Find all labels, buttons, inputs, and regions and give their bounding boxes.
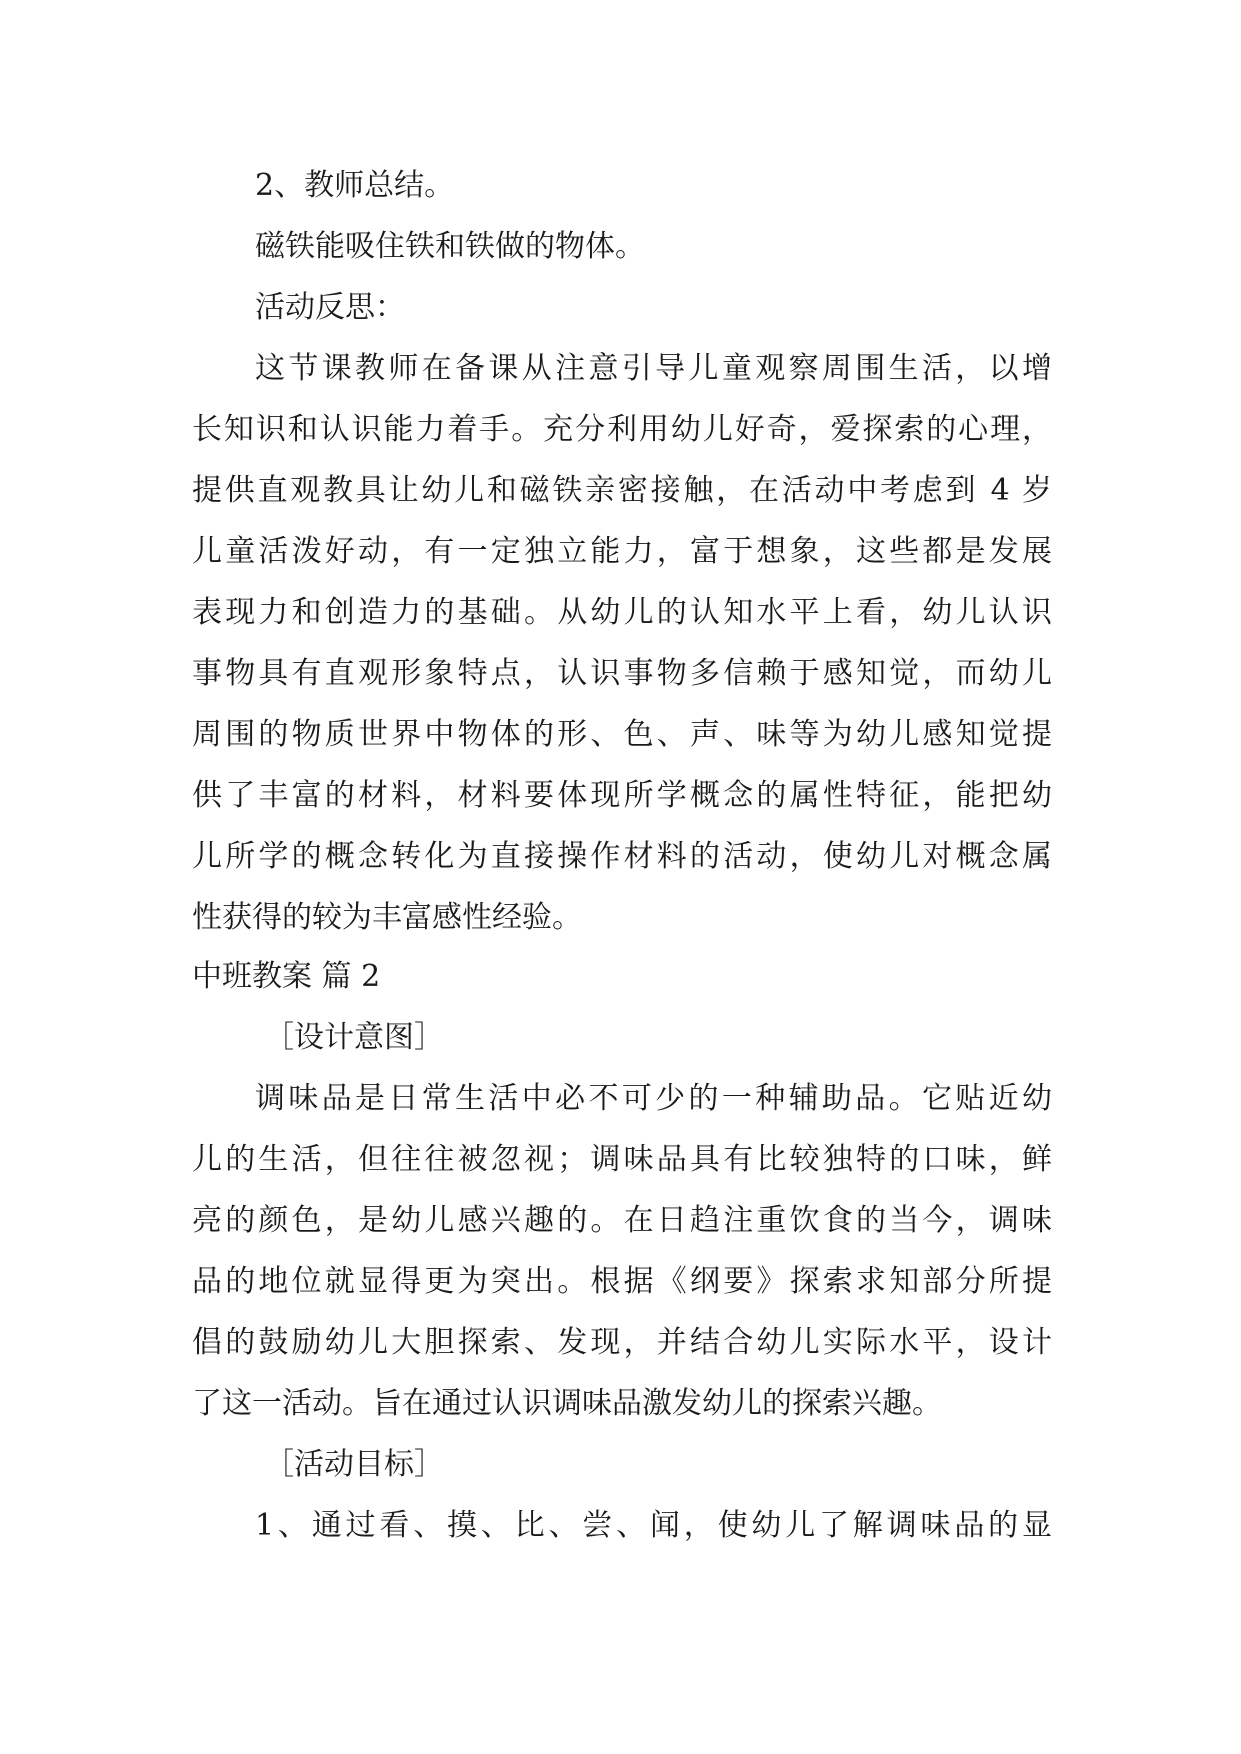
design-heading: ［设计意图］ bbox=[264, 1020, 444, 1055]
paragraph-line: 品的地位就显得更为突出。根据《纲要》探索求知部分所提 bbox=[192, 1264, 1052, 1299]
section-lesson-plan-2 bbox=[192, 946, 1052, 1556]
paragraph-line: 倡的鼓励幼儿大胆探索、发现，并结合幼儿实际水平，设计 bbox=[192, 1325, 1052, 1360]
goal-heading: ［活动目标］ bbox=[264, 1447, 444, 1482]
paragraph-line: 表现力和创造力的基础。从幼儿的认知水平上看，幼儿认识 bbox=[192, 595, 1052, 630]
paragraph-line: 1、通过看、摸、比、尝、闻，使幼儿了解调味品的显 bbox=[255, 1508, 1052, 1543]
paragraph-line: 供了丰富的材料，材料要体现所学概念的属性特征，能把幼 bbox=[192, 778, 1052, 813]
paragraph-line: 这节课教师在备课从注意引导儿童观察周围生活，以增 bbox=[255, 351, 1052, 386]
paragraph-line: 儿的生活，但往往被忽视；调味品具有比较独特的口味，鲜 bbox=[192, 1142, 1052, 1177]
summary-text: 磁铁能吸住铁和铁做的物体。 bbox=[255, 229, 645, 264]
paragraph-line: 亮的颜色，是幼儿感兴趣的。在日趋注重饮食的当今，调味 bbox=[192, 1203, 1052, 1238]
paragraph-line: 周围的物质世界中物体的形、色、声、味等为幼儿感知觉提 bbox=[192, 717, 1052, 752]
paragraph-line: 调味品是日常生活中必不可少的一种辅助品。它贴近幼 bbox=[255, 1081, 1052, 1116]
paragraph-line: 儿童活泼好动，有一定独立能力，富于想象，这些都是发展 bbox=[192, 534, 1052, 569]
paragraph-line: 儿所学的概念转化为直接操作材料的活动，使幼儿对概念属 bbox=[192, 839, 1052, 874]
paragraph-line: 提供直观教具让幼儿和磁铁亲密接触，在活动中考虑到 4 岁 bbox=[192, 473, 1052, 508]
summary-heading: 2、教师总结。 bbox=[255, 168, 455, 203]
paragraph-line: 性获得的较为丰富感性经验。 bbox=[192, 900, 582, 935]
paragraph-line: 事物具有直观形象特点，认识事物多信赖于感知觉，而幼儿 bbox=[192, 656, 1052, 691]
reflection-heading: 活动反思： bbox=[255, 290, 405, 325]
paragraph-line: 长知识和认识能力着手。充分利用幼儿好奇，爱探索的心理， bbox=[192, 412, 1052, 447]
paragraph-line: 了这一活动。旨在通过认识调味品激发幼儿的探索兴趣。 bbox=[192, 1386, 942, 1421]
section-reflection bbox=[192, 155, 1052, 948]
section-title: 中班教案 篇 2 bbox=[192, 959, 381, 994]
